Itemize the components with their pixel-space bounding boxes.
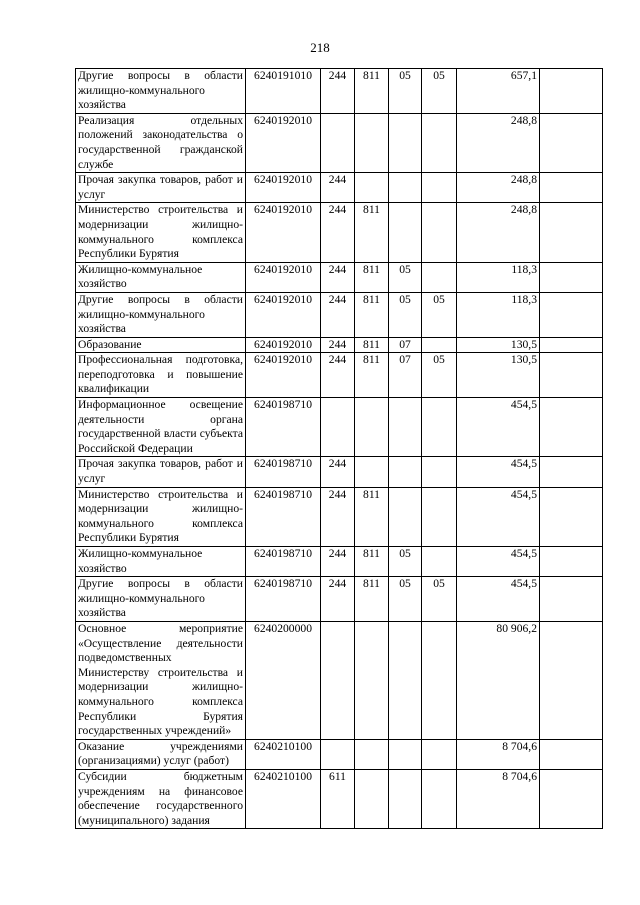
row-section (389, 621, 422, 739)
row-amount: 130,5 (457, 353, 540, 398)
row-empty-cell (540, 203, 603, 262)
row-empty-cell (540, 337, 603, 353)
table-row (76, 769, 603, 828)
row-name: Информационное освещение деятельности органа государственной власти субъекта Российской Федерации (76, 398, 246, 457)
row-empty-cell (540, 262, 603, 292)
row-expense-type: 244 (321, 203, 355, 262)
row-empty-cell (540, 487, 603, 546)
table-row (76, 292, 603, 337)
row-name: Другие вопросы в области жилищно-коммунального хозяйства (76, 577, 246, 622)
row-subsection (422, 621, 457, 739)
row-ministry-code (355, 769, 389, 828)
row-ministry-code: 811 (355, 577, 389, 622)
row-section: 05 (389, 69, 422, 114)
row-ministry-code: 811 (355, 547, 389, 577)
row-code: 6240198710 (246, 547, 321, 577)
row-name: Другие вопросы в области жилищно-коммунального хозяйства (76, 69, 246, 114)
row-subsection (422, 398, 457, 457)
row-section: 07 (389, 353, 422, 398)
row-subsection: 05 (422, 292, 457, 337)
row-amount: 657,1 (457, 69, 540, 114)
row-empty-cell (540, 457, 603, 487)
row-empty-cell (540, 577, 603, 622)
row-amount: 130,5 (457, 337, 540, 353)
row-expense-type: 244 (321, 69, 355, 114)
page-number: 218 (310, 40, 330, 55)
row-name: Прочая закупка товаров, работ и услуг (76, 173, 246, 203)
row-code: 6240200000 (246, 621, 321, 739)
row-expense-type: 244 (321, 353, 355, 398)
row-amount: 454,5 (457, 547, 540, 577)
row-code: 6240192010 (246, 203, 321, 262)
row-empty-cell (540, 547, 603, 577)
row-empty-cell (540, 69, 603, 114)
row-section (389, 203, 422, 262)
row-amount: 118,3 (457, 292, 540, 337)
table-row (76, 547, 603, 577)
row-code: 6240191010 (246, 69, 321, 114)
row-amount: 248,8 (457, 203, 540, 262)
row-name: Жилищно-коммунальное хозяйство (76, 547, 246, 577)
row-section: 05 (389, 577, 422, 622)
row-empty-cell (540, 113, 603, 172)
row-subsection (422, 739, 457, 769)
row-expense-type: 244 (321, 262, 355, 292)
row-subsection (422, 487, 457, 546)
row-empty-cell (540, 292, 603, 337)
row-section (389, 739, 422, 769)
row-code: 6240192010 (246, 173, 321, 203)
table-row (76, 577, 603, 622)
row-name: Образование (76, 337, 246, 353)
row-section (389, 398, 422, 457)
row-name: Прочая закупка товаров, работ и услуг (76, 457, 246, 487)
row-code: 6240210100 (246, 769, 321, 828)
row-expense-type: 244 (321, 292, 355, 337)
row-subsection: 05 (422, 353, 457, 398)
row-subsection (422, 547, 457, 577)
row-expense-type (321, 739, 355, 769)
row-code: 6240210100 (246, 739, 321, 769)
table-row (76, 337, 603, 353)
row-subsection (422, 262, 457, 292)
row-expense-type: 244 (321, 487, 355, 546)
row-name: Профессиональная подготовка, переподготовка и повышение квалификации (76, 353, 246, 398)
row-code: 6240192010 (246, 292, 321, 337)
row-name: Основное мероприятие «Осуществление деятельности подведомственных Министерству строительства и модернизации жилищно-коммунального комплекса Республики Бурятия государственных учреждений» (76, 621, 246, 739)
budget-table (75, 68, 603, 829)
row-section (389, 769, 422, 828)
row-ministry-code (355, 621, 389, 739)
row-ministry-code: 811 (355, 487, 389, 546)
row-expense-type (321, 398, 355, 457)
table-row (76, 739, 603, 769)
row-code: 6240198710 (246, 457, 321, 487)
row-subsection (422, 113, 457, 172)
row-name: Субсидии бюджетным учреждениям на финансовое обеспечение государственного (муниципального) задания (76, 769, 246, 828)
row-name: Реализация отдельных положений законодательства о государственной гражданской службе (76, 113, 246, 172)
row-code: 6240192010 (246, 337, 321, 353)
row-code: 6240192010 (246, 262, 321, 292)
row-amount: 8 704,6 (457, 739, 540, 769)
row-amount: 8 704,6 (457, 769, 540, 828)
row-empty-cell (540, 621, 603, 739)
row-expense-type: 244 (321, 547, 355, 577)
row-name: Министерство строительства и модернизации жилищно-коммунального комплекса Республики Бурятия (76, 203, 246, 262)
table-row (76, 398, 603, 457)
row-amount: 248,8 (457, 113, 540, 172)
table-row (76, 621, 603, 739)
row-expense-type: 611 (321, 769, 355, 828)
row-ministry-code (355, 457, 389, 487)
row-empty-cell (540, 353, 603, 398)
table-row (76, 69, 603, 114)
row-ministry-code (355, 173, 389, 203)
row-section: 05 (389, 547, 422, 577)
row-subsection (422, 173, 457, 203)
row-ministry-code: 811 (355, 292, 389, 337)
row-section (389, 113, 422, 172)
row-section: 05 (389, 292, 422, 337)
row-amount: 454,5 (457, 577, 540, 622)
row-ministry-code: 811 (355, 69, 389, 114)
row-expense-type: 244 (321, 577, 355, 622)
row-amount: 118,3 (457, 262, 540, 292)
row-code: 6240192010 (246, 113, 321, 172)
row-section: 05 (389, 262, 422, 292)
row-ministry-code: 811 (355, 337, 389, 353)
row-code: 6240192010 (246, 353, 321, 398)
table-row (76, 173, 603, 203)
row-ministry-code (355, 398, 389, 457)
row-name: Жилищно-коммунальное хозяйство (76, 262, 246, 292)
table-row (76, 262, 603, 292)
row-empty-cell (540, 173, 603, 203)
row-amount: 454,5 (457, 398, 540, 457)
row-code: 6240198710 (246, 577, 321, 622)
row-ministry-code (355, 739, 389, 769)
row-subsection (422, 203, 457, 262)
row-empty-cell (540, 739, 603, 769)
row-name: Другие вопросы в области жилищно-коммунального хозяйства (76, 292, 246, 337)
row-expense-type: 244 (321, 173, 355, 203)
row-amount: 80 906,2 (457, 621, 540, 739)
row-code: 6240198710 (246, 487, 321, 546)
row-subsection: 05 (422, 69, 457, 114)
row-name: Оказание учреждениями (организациями) услуг (работ) (76, 739, 246, 769)
row-expense-type: 244 (321, 457, 355, 487)
table-row (76, 353, 603, 398)
row-ministry-code (355, 113, 389, 172)
row-section: 07 (389, 337, 422, 353)
row-subsection (422, 769, 457, 828)
row-name: Министерство строительства и модернизации жилищно-коммунального комплекса Республики Бурятия (76, 487, 246, 546)
table-row (76, 487, 603, 546)
row-amount: 454,5 (457, 487, 540, 546)
table-row (76, 203, 603, 262)
row-expense-type (321, 621, 355, 739)
table-row (76, 113, 603, 172)
row-subsection (422, 457, 457, 487)
row-expense-type (321, 113, 355, 172)
row-empty-cell (540, 398, 603, 457)
row-section (389, 457, 422, 487)
row-ministry-code: 811 (355, 203, 389, 262)
row-section (389, 173, 422, 203)
row-subsection (422, 337, 457, 353)
table-row (76, 457, 603, 487)
row-subsection: 05 (422, 577, 457, 622)
row-empty-cell (540, 769, 603, 828)
row-amount: 454,5 (457, 457, 540, 487)
row-ministry-code: 811 (355, 262, 389, 292)
row-amount: 248,8 (457, 173, 540, 203)
row-code: 6240198710 (246, 398, 321, 457)
row-expense-type: 244 (321, 337, 355, 353)
row-ministry-code: 811 (355, 353, 389, 398)
row-section (389, 487, 422, 546)
